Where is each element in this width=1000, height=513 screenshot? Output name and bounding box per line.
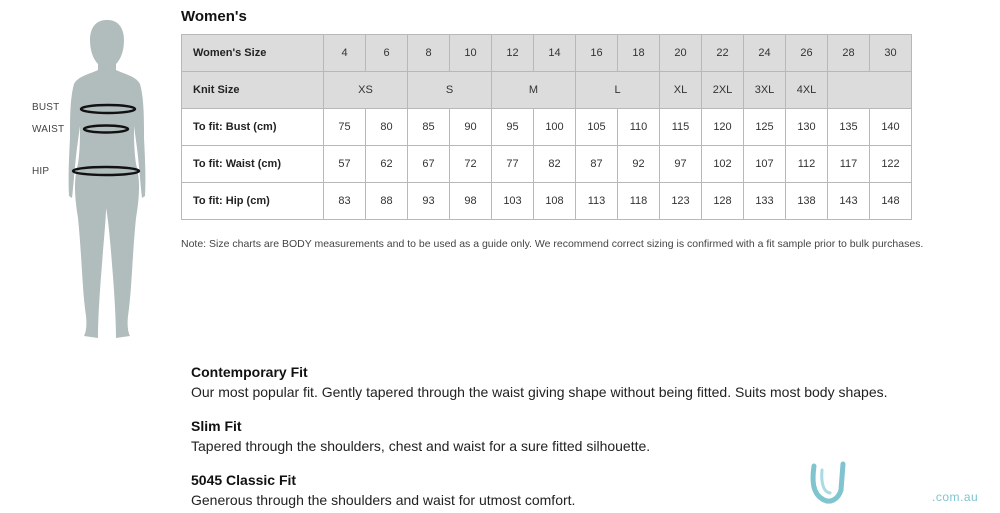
table-row-waist xyxy=(182,146,912,183)
fit-description: Our most popular fit. Gently tapered through the waist giving shape without being fitted. Suits most body shapes. xyxy=(191,384,888,400)
table-cell: 143 xyxy=(828,183,870,220)
table-cell: 103 xyxy=(492,183,534,220)
table-cell: L xyxy=(576,72,660,109)
table-cell: 16 xyxy=(576,35,618,72)
size-chart-table xyxy=(181,34,912,220)
table-cell: 110 xyxy=(618,109,660,146)
table-cell: 14 xyxy=(534,35,576,72)
table-cell: 92 xyxy=(618,146,660,183)
table-cell: 138 xyxy=(786,183,828,220)
row-header: Women's Size xyxy=(182,35,324,72)
table-cell: 102 xyxy=(702,146,744,183)
table-cell: 83 xyxy=(324,183,366,220)
table-cell: 20 xyxy=(660,35,702,72)
body-figure xyxy=(60,18,160,343)
domain-watermark: .com.au xyxy=(932,490,979,504)
table-cell: 90 xyxy=(450,109,492,146)
table-cell: 140 xyxy=(870,109,912,146)
table-cell: 4XL xyxy=(786,72,828,109)
table-cell: 122 xyxy=(870,146,912,183)
table-row-knit-size xyxy=(182,72,912,109)
table-cell: 128 xyxy=(702,183,744,220)
fit-title: 5045 Classic Fit xyxy=(191,472,297,488)
table-cell: 100 xyxy=(534,109,576,146)
table-cell: 117 xyxy=(828,146,870,183)
female-silhouette-icon xyxy=(60,18,160,343)
table-cell: XL xyxy=(660,72,702,109)
table-cell: 130 xyxy=(786,109,828,146)
fit-description: Generous through the shoulders and waist for utmost comfort. xyxy=(191,492,576,508)
fit-title: Contemporary Fit xyxy=(191,364,308,380)
table-cell: 108 xyxy=(534,183,576,220)
row-header: To fit: Bust (cm) xyxy=(182,109,324,146)
table-cell: 2XL xyxy=(702,72,744,109)
fit-classic xyxy=(191,471,575,511)
table-cell: 3XL xyxy=(744,72,786,109)
row-header: Knit Size xyxy=(182,72,324,109)
table-cell: 115 xyxy=(660,109,702,146)
table-cell: 57 xyxy=(324,146,366,183)
table-cell: 85 xyxy=(408,109,450,146)
table-cell: 107 xyxy=(744,146,786,183)
table-cell: 4 xyxy=(324,35,366,72)
table-cell: 12 xyxy=(492,35,534,72)
table-cell: M xyxy=(492,72,576,109)
table-cell: 118 xyxy=(618,183,660,220)
table-cell: 22 xyxy=(702,35,744,72)
waist-label: WAIST xyxy=(32,124,65,135)
bust-label: BUST xyxy=(32,102,60,113)
page-title: Women's xyxy=(181,8,247,25)
fit-slim xyxy=(191,417,650,457)
table-cell: 77 xyxy=(492,146,534,183)
table-cell: 112 xyxy=(786,146,828,183)
table-row-womens-size xyxy=(182,35,912,72)
table-cell: 8 xyxy=(408,35,450,72)
fit-description: Tapered through the shoulders, chest and waist for a sure fitted silhouette. xyxy=(191,438,651,454)
table-cell: 105 xyxy=(576,109,618,146)
table-cell: 95 xyxy=(492,109,534,146)
table-cell: 30 xyxy=(870,35,912,72)
table-cell: 82 xyxy=(534,146,576,183)
table-cell: 26 xyxy=(786,35,828,72)
table-cell: 148 xyxy=(870,183,912,220)
table-cell: 113 xyxy=(576,183,618,220)
table-cell: 18 xyxy=(618,35,660,72)
table-cell: 28 xyxy=(828,35,870,72)
table-cell: 6 xyxy=(366,35,408,72)
row-header: To fit: Waist (cm) xyxy=(182,146,324,183)
fit-contemporary xyxy=(191,363,888,403)
table-cell: XS xyxy=(324,72,408,109)
table-cell: 133 xyxy=(744,183,786,220)
table-cell: 10 xyxy=(450,35,492,72)
table-cell: 62 xyxy=(366,146,408,183)
table-cell: 87 xyxy=(576,146,618,183)
table-cell: 67 xyxy=(408,146,450,183)
table-cell: 97 xyxy=(660,146,702,183)
table-row-hip xyxy=(182,183,912,220)
u-logo-icon xyxy=(808,460,848,506)
table-cell: 80 xyxy=(366,109,408,146)
size-chart-note: Note: Size charts are BODY measurements and to be used as a guide only. We recommend correct sizing is confirmed with a fit sample prior to bulk purchases. xyxy=(181,238,924,250)
table-cell: 24 xyxy=(744,35,786,72)
fit-title: Slim Fit xyxy=(191,418,242,434)
table-cell: 120 xyxy=(702,109,744,146)
table-cell: 75 xyxy=(324,109,366,146)
table-cell: 125 xyxy=(744,109,786,146)
hip-label: HIP xyxy=(32,166,50,177)
table-cell: 72 xyxy=(450,146,492,183)
table-cell: 98 xyxy=(450,183,492,220)
table-cell: S xyxy=(408,72,492,109)
table-cell: 123 xyxy=(660,183,702,220)
table-cell: 88 xyxy=(366,183,408,220)
table-cell: 135 xyxy=(828,109,870,146)
table-row-bust xyxy=(182,109,912,146)
row-header: To fit: Hip (cm) xyxy=(182,183,324,220)
table-cell xyxy=(828,72,912,109)
table-cell: 93 xyxy=(408,183,450,220)
